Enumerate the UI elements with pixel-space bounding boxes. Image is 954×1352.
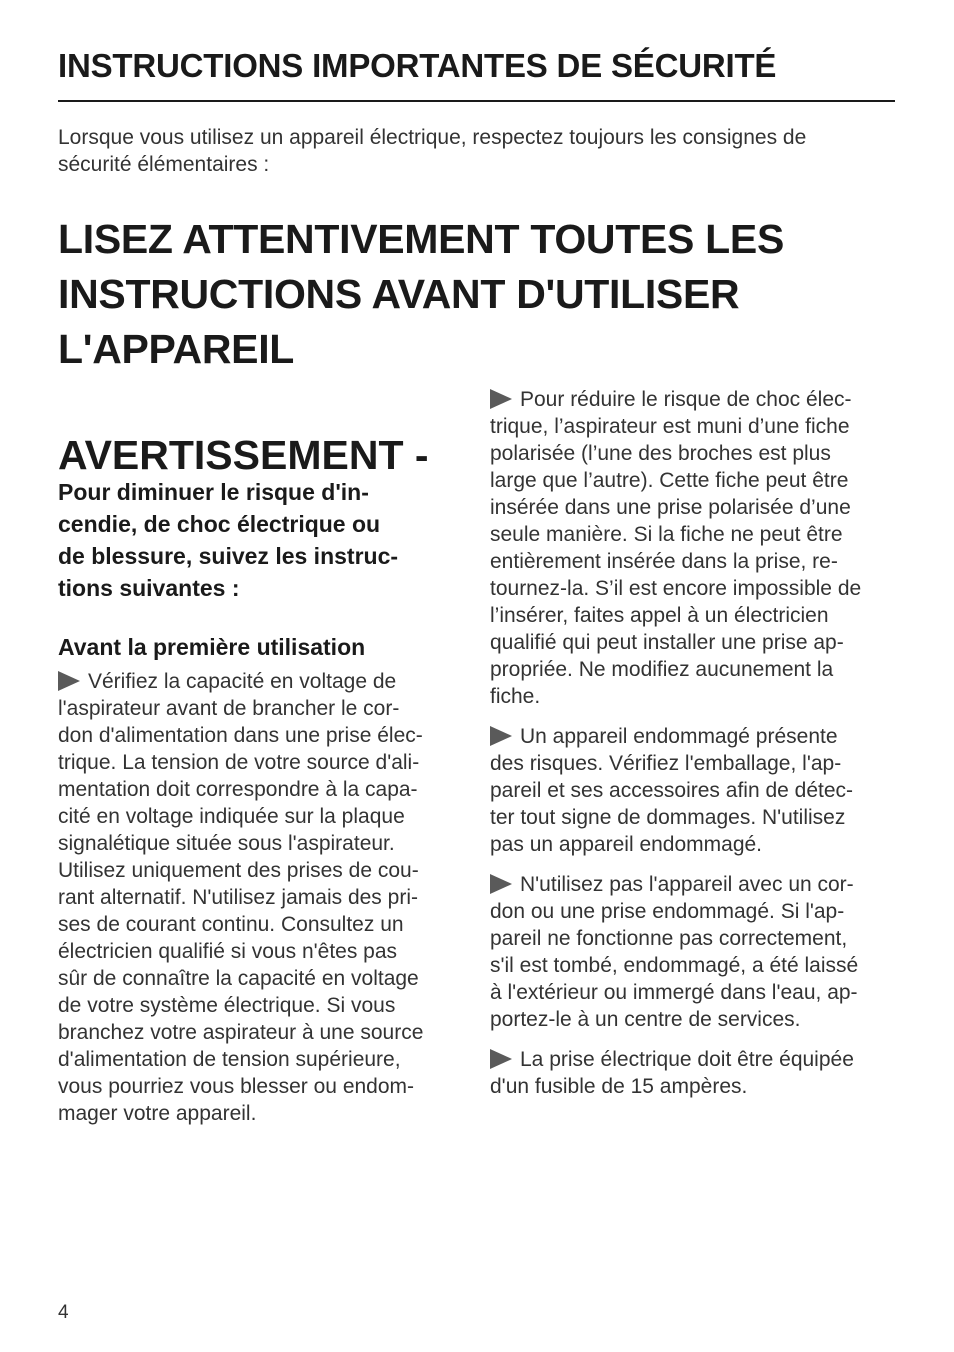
- paragraph-line: [490, 952, 902, 979]
- paragraph-line: [490, 804, 902, 831]
- paragraph-line: [490, 656, 902, 683]
- paragraph-text: pareil et ses accessoires afin de détec-: [490, 779, 854, 802]
- paragraph-line: [58, 695, 470, 722]
- paragraph-line: [490, 723, 902, 750]
- paragraph-text: trique, l’aspirateur est muni d’une fiche: [490, 415, 850, 438]
- paragraph-line: [58, 938, 470, 965]
- paragraph-line: [490, 871, 902, 898]
- warning-subtitle-line: de blessure, suivez les instruc-: [58, 543, 399, 569]
- main-title-line: L'APPAREIL: [58, 326, 295, 372]
- paragraph-line: [58, 1073, 470, 1100]
- paragraph-text: trique. La tension de votre source d'ali-: [58, 751, 420, 774]
- section-title: Avant la première utilisation: [58, 634, 366, 660]
- paragraph-text: mager votre appareil.: [58, 1102, 257, 1125]
- paragraph-text: propriée. Ne modifiez aucunement la: [490, 658, 834, 681]
- paragraph-text: signalétique située sous l'aspirateur.: [58, 832, 395, 855]
- paragraph-line: [490, 1006, 902, 1033]
- paragraph-line: [490, 683, 902, 710]
- paragraph-line: [490, 831, 902, 858]
- paragraph-text: don ou une prise endommagé. Si l'ap-: [490, 900, 845, 923]
- main-title: [58, 212, 898, 377]
- paragraph-line: [58, 884, 470, 911]
- paragraph-text: sûr de connaître la capacité en voltage: [58, 967, 419, 990]
- paragraph-text: des risques. Vérifiez l'emballage, l'ap-: [490, 752, 842, 775]
- paragraph-line: [490, 925, 902, 952]
- paragraph-line: [58, 992, 470, 1019]
- paragraph-text: insérée dans une prise polarisée d’une: [490, 496, 851, 519]
- intro-line: sécurité élémentaires :: [58, 153, 270, 176]
- paragraph-text: fiche.: [490, 685, 541, 708]
- paragraph-text: ses de courant continu. Consultez un: [58, 913, 404, 936]
- warning-subtitle: [58, 476, 470, 604]
- paragraph-line: [58, 803, 470, 830]
- paragraph-line: [490, 548, 902, 575]
- paragraph-line: [58, 1046, 470, 1073]
- bullet-triangle-icon: [490, 726, 512, 746]
- paragraph-line: [490, 494, 902, 521]
- paragraph-text: large que l’autre). Cette fiche peut être: [490, 469, 849, 492]
- paragraph-line: [490, 1046, 902, 1073]
- paragraph-text: pas un appareil endommagé.: [490, 833, 763, 856]
- paragraph-text: La prise électrique doit être équipée: [520, 1048, 854, 1071]
- paragraph-text: Pour réduire le risque de choc élec-: [520, 388, 852, 411]
- main-title-line: LISEZ ATTENTIVEMENT TOUTES LES: [58, 216, 784, 262]
- warning-subtitle-line: tions suivantes :: [58, 575, 240, 601]
- paragraph-text: cité en voltage indiquée sur la plaque: [58, 805, 405, 828]
- paragraph-text: électricien qualifié si vous n'êtes pas: [58, 940, 398, 963]
- paragraph-text: tournez-la. S’il est encore impossible de: [490, 577, 862, 600]
- paragraph-line: [58, 830, 470, 857]
- page-header: [58, 46, 895, 102]
- paragraph-line: [490, 467, 902, 494]
- bullet-triangle-icon: [490, 389, 512, 409]
- paragraph-text: don d'alimentation dans une prise élec-: [58, 724, 423, 747]
- paragraph-text: seule manière. Si la fiche ne peut être: [490, 523, 843, 546]
- bullet-paragraph: [490, 871, 902, 1033]
- paragraph-line: [58, 1100, 470, 1127]
- paragraph-line: [490, 521, 902, 548]
- paragraph-text: Vérifiez la capacité en voltage de: [88, 670, 397, 693]
- paragraph-text: qualifié qui peut installer une prise ap-: [490, 631, 844, 654]
- paragraph-text: rant alternatif. N'utilisez jamais des pri-: [58, 886, 418, 909]
- paragraph-line: [58, 722, 470, 749]
- paragraph-line: [58, 749, 470, 776]
- paragraph-text: de votre système électrique. Si vous: [58, 994, 396, 1017]
- paragraph-text: pareil ne fonctionne pas correctement,: [490, 927, 848, 950]
- warning-subtitle-line: cendie, de choc électrique ou: [58, 511, 381, 537]
- paragraph-text: Utilisez uniquement des prises de cou-: [58, 859, 419, 882]
- paragraph-text: N'utilisez pas l'appareil avec un cor-: [520, 873, 854, 896]
- paragraph-text: d'un fusible de 15 ampères.: [490, 1075, 748, 1098]
- bullet-triangle-icon: [490, 1049, 512, 1069]
- paragraph-text: ter tout signe de dommages. N'utilisez: [490, 806, 846, 829]
- paragraph-text: entièrement insérée dans la prise, re-: [490, 550, 838, 573]
- paragraph-line: [58, 776, 470, 803]
- paragraph-line: [490, 898, 902, 925]
- paragraph-line: [490, 575, 902, 602]
- intro-text: [58, 124, 898, 178]
- paragraph-line: [490, 602, 902, 629]
- header-title: INSTRUCTIONS IMPORTANTES DE SÉCURITÉ: [58, 47, 777, 84]
- paragraph-text: polarisée (l’une des broches est plus: [490, 442, 831, 465]
- paragraph-line: [58, 1019, 470, 1046]
- paragraph-line: [490, 777, 902, 804]
- paragraph-text: Un appareil endommagé présente: [520, 725, 838, 748]
- paragraph-line: [490, 440, 902, 467]
- main-title-line: INSTRUCTIONS AVANT D'UTILISER: [58, 271, 740, 317]
- paragraph-text: vous pourriez vous blesser ou endom-: [58, 1075, 415, 1098]
- intro-line: Lorsque vous utilisez un appareil électrique, respectez toujours les consignes de: [58, 126, 807, 149]
- bullet-triangle-icon: [490, 874, 512, 894]
- paragraph-line: [58, 857, 470, 884]
- paragraph-line: [490, 1073, 902, 1100]
- paragraph-text: portez-le à un centre de services.: [490, 1008, 801, 1031]
- paragraph-text: d'alimentation de tension supérieure,: [58, 1048, 401, 1071]
- paragraph-text: branchez votre aspirateur à une source: [58, 1021, 424, 1044]
- paragraph-line: [490, 413, 902, 440]
- warning-subtitle-line: Pour diminuer le risque d'in-: [58, 479, 369, 505]
- bullet-paragraph: [490, 723, 902, 858]
- bullet-paragraph: [490, 1046, 902, 1100]
- paragraph-line: [490, 750, 902, 777]
- paragraph-text: à l'extérieur ou immergé dans l'eau, ap-: [490, 981, 858, 1004]
- paragraph-line: [58, 965, 470, 992]
- paragraph-line: [58, 911, 470, 938]
- paragraph-line: [490, 629, 902, 656]
- left-column: [58, 432, 470, 1140]
- bullet-paragraph: [490, 386, 902, 710]
- paragraph-text: s'il est tombé, endommagé, a été laissé: [490, 954, 859, 977]
- right-column: [490, 386, 902, 1113]
- warning-title: AVERTISSEMENT -: [58, 432, 429, 478]
- paragraph-line: [58, 668, 470, 695]
- bullet-paragraph: [58, 668, 470, 1127]
- paragraph-text: l’insérer, faites appel à un électricien: [490, 604, 829, 627]
- paragraph-text: l'aspirateur avant de brancher le cor-: [58, 697, 400, 720]
- paragraph-line: [490, 386, 902, 413]
- paragraph-line: [490, 979, 902, 1006]
- bullet-triangle-icon: [58, 671, 80, 691]
- paragraph-text: mentation doit correspondre à la capa-: [58, 778, 418, 801]
- page-number: 4: [58, 1302, 69, 1323]
